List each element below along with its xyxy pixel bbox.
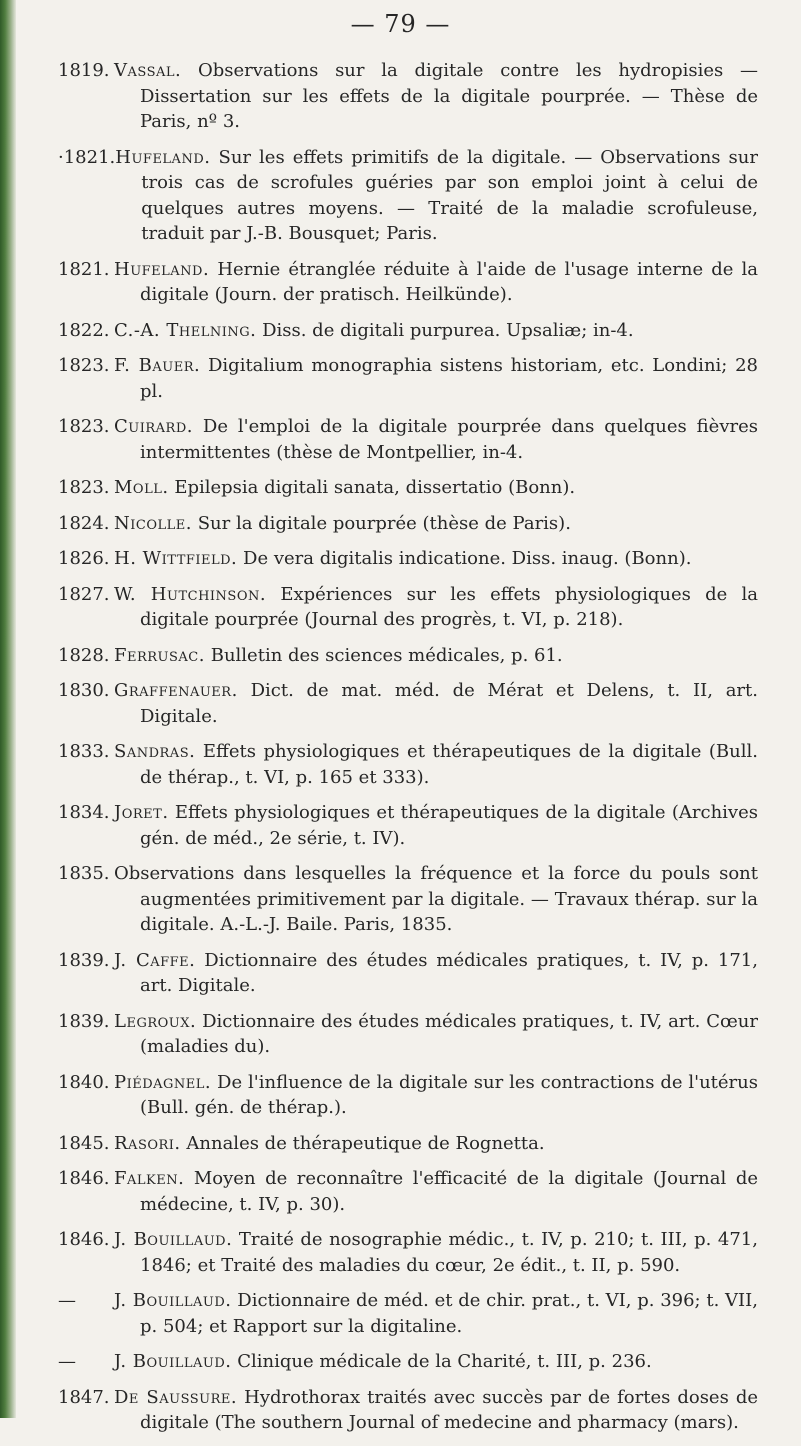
entry-description: Traité de nosographie médic., t. IV, p. 210; t. III, p. 471, 1846; et Traité des maladies du cœur, 2e édit., t. II, p. 590. <box>140 1229 758 1276</box>
bibliography-entry <box>58 1166 758 1217</box>
entry-year: — <box>58 1351 76 1372</box>
bibliography-entry <box>58 1349 758 1375</box>
entry-description: Dict. de mat. méd. de Mérat et Delens, t. II, art. Digitale. <box>140 680 758 727</box>
entry-description: Annales de thérapeutique de Rognetta. <box>186 1132 545 1154</box>
bibliography-entry <box>58 511 758 537</box>
entry-author: Vassal. <box>114 60 182 81</box>
entry-year: 1834. <box>58 802 110 823</box>
book-binding-edge <box>0 0 16 1418</box>
entry-author: W. Hutchinson. <box>114 583 267 605</box>
entry-year: 1830. <box>58 680 110 701</box>
entry-description: Expériences sur les effets physiologiques de la digitale pourprée (Journal des progrès, t. VI, p. 218). <box>140 583 758 630</box>
entry-author: C.-A. Thelning. <box>114 319 257 341</box>
entry-year: 1846. <box>58 1168 110 1189</box>
bibliography-entry <box>58 58 758 135</box>
entry-description: Clinique médicale de la Charité, t. III, p. 236. <box>237 1351 652 1372</box>
entry-year: 1823. <box>58 477 110 498</box>
entry-year: 1821. <box>58 258 110 280</box>
bibliography-entry <box>58 739 758 790</box>
entry-description: Epilepsia digitali sanata, dissertatio (Bonn). <box>174 477 576 498</box>
entry-author: J. Bouillaud. <box>114 1351 232 1372</box>
entry-year: 1822. <box>58 319 110 341</box>
entry-author: F. Bauer. <box>114 355 201 376</box>
entry-description: Hydrothorax traités avec succès par de fortes doses de digitale (The southern Journal of medecine and pharmacy (mars). <box>140 1386 758 1433</box>
bibliography-entry <box>58 1131 758 1157</box>
entry-description: Observations sur la digitale contre les hydropisies — Dissertation sur les effets de la digitale pourprée. — Thèse de Paris, nº 3. <box>140 60 758 132</box>
entry-description: Effets physiologiques et thérapeutiques de la digitale (Archives gén. de méd., 2e série, t. IV). <box>140 802 758 849</box>
entry-author: Ferrusac. <box>114 644 205 666</box>
entry-year: 1839. <box>58 949 110 971</box>
entry-year: 1823. <box>58 355 110 376</box>
bibliography-entry <box>58 948 758 999</box>
entry-description: De l'influence de la digitale sur les contractions de l'utérus (Bull. gén. de thérap.). <box>140 1071 758 1118</box>
entry-year: 1824. <box>58 512 110 534</box>
entry-author: Graffenauer. <box>114 680 238 701</box>
entry-author: J. Bouillaud. <box>114 1229 233 1250</box>
bibliography-entry <box>58 145 758 247</box>
entry-year: 1819. <box>58 60 110 81</box>
bibliography-entry <box>58 475 758 501</box>
entry-author: Legroux. <box>114 1010 197 1032</box>
bibliography-list <box>58 58 758 1446</box>
entry-author: Nicolle. <box>114 512 192 534</box>
entry-description: Observations dans lesquelles la fréquence et la force du pouls sont augmentées primitivement par la digitale. — Travaux thérap. sur la digitale. A.-L.-J. Baile. Paris, 1835. <box>114 863 758 935</box>
entry-author: Rasori. <box>114 1132 181 1154</box>
entry-author: Hufeland. <box>114 258 210 280</box>
entry-description: Sur les effets primitifs de la digitale. — Observations sur trois cas de scrofules guéries par son emploi joint à celui de quelques autres moyens. — Traité de la maladie scrofuleuse, traduit par J.-B. Bousquet; Paris. <box>141 146 758 244</box>
entry-year: 1845. <box>58 1132 110 1154</box>
entry-description: Bulletin des sciences médicales, p. 61. <box>210 644 563 666</box>
entry-year: 1840. <box>58 1071 110 1093</box>
entry-description: Sur la digitale pourprée (thèse de Paris). <box>197 512 571 534</box>
entry-author: Falken. <box>114 1168 185 1189</box>
entry-year: 1826. <box>58 548 110 569</box>
bibliography-entry <box>58 353 758 404</box>
entry-description: Moyen de reconnaître l'efficacité de la digitale (Journal de médecine, t. IV, p. 30). <box>140 1168 758 1215</box>
bibliography-entry <box>58 861 758 938</box>
entry-year: — <box>58 1290 76 1311</box>
entry-year: 1828. <box>58 644 110 666</box>
bibliography-entry <box>58 546 758 572</box>
entry-author: Cuirard. <box>114 416 193 437</box>
bibliography-entry <box>58 800 758 851</box>
entry-description: Effets physiologiques et thérapeutiques de la digitale (Bull. de thérap., t. VI, p. 165 et 333). <box>140 741 758 788</box>
bibliography-entry <box>58 678 758 729</box>
entry-year: 1835. <box>58 863 110 884</box>
entry-author: Piédagnel. <box>114 1071 212 1093</box>
bibliography-entry <box>58 257 758 308</box>
entry-author: Hufeland. <box>115 146 211 168</box>
entry-year: 1833. <box>58 741 110 762</box>
entry-author: J. Caffe. <box>114 949 196 971</box>
entry-description: Digitalium monographia sistens historiam, etc. Londini; 28 pl. <box>140 355 759 402</box>
entry-author: H. Wittfield. <box>114 548 238 569</box>
entry-author: Sandras. <box>114 741 196 762</box>
bibliography-entry <box>58 1009 758 1060</box>
bibliography-entry <box>58 582 758 633</box>
entry-year: 1847. <box>58 1386 110 1408</box>
entry-description: Diss. de digitali purpurea. Upsaliæ; in-4. <box>262 319 634 341</box>
entry-author: J. Bouillaud. <box>114 1290 232 1311</box>
entry-year: ·1821. <box>58 146 116 168</box>
entry-description: De vera digitalis indicatione. Diss. inaug. (Bonn). <box>243 548 692 569</box>
entry-description: De l'emploi de la digitale pourprée dans quelques fièvres intermittentes (thèse de Montpellier, in-4. <box>140 416 758 463</box>
entry-year: 1823. <box>58 416 110 437</box>
bibliography-entry <box>58 643 758 669</box>
bibliography-entry <box>58 414 758 465</box>
bibliography-entry <box>58 1288 758 1339</box>
entry-author: Moll. <box>114 477 169 498</box>
entry-year: 1827. <box>58 583 110 605</box>
page-number: — 79 — <box>350 10 451 38</box>
entry-description: Dictionnaire des études médicales pratiques, t. IV, p. 171, art. Digitale. <box>140 949 758 996</box>
bibliography-entry <box>58 1227 758 1278</box>
bibliography-entry <box>58 1385 758 1436</box>
entry-year: 1846. <box>58 1229 110 1250</box>
entry-description: Dictionnaire de méd. et de chir. prat., t. VI, p. 396; t. VII, p. 504; et Rapport sur la digitaline. <box>140 1290 758 1337</box>
entry-year: 1839. <box>58 1010 110 1032</box>
entry-author: De Saussure. <box>114 1386 238 1408</box>
bibliography-entry <box>58 1070 758 1121</box>
entry-author: Joret. <box>114 802 169 823</box>
entry-description: Dictionnaire des études médicales pratiques, t. IV, art. Cœur (maladies du). <box>140 1010 758 1057</box>
bibliography-entry <box>58 318 758 344</box>
entry-description: Hernie étranglée réduite à l'aide de l'usage interne de la digitale (Journ. der pratisch. Heilkünde). <box>140 258 758 305</box>
